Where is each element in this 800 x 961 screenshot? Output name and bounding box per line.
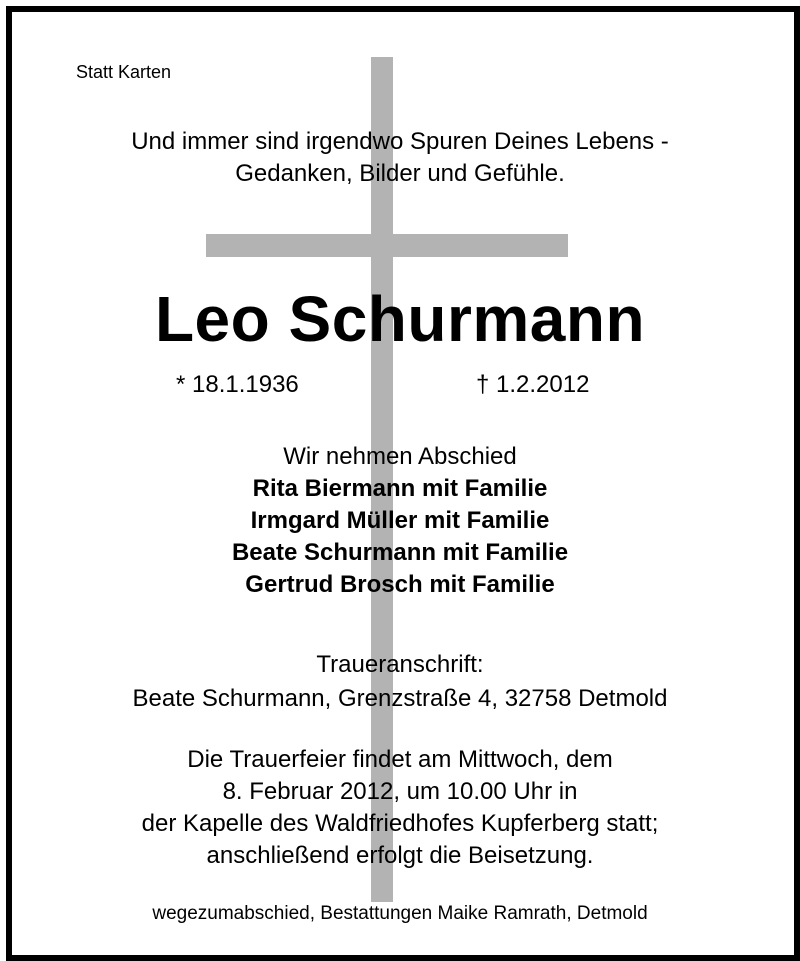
address-text: Beate Schurmann, Grenzstraße 4, 32758 Detmold bbox=[132, 685, 668, 712]
death-date: † 1.2.2012 bbox=[476, 371, 590, 398]
deceased-name: Leo Schurmann bbox=[154, 283, 646, 355]
mourner-2: Irmgard Müller mit Familie bbox=[250, 507, 550, 534]
ceremony-line-3: der Kapelle des Waldfriedhofes Kupferberg statt; bbox=[141, 810, 659, 837]
quote-line-2: Gedanken, Bilder und Gefühle. bbox=[235, 160, 565, 187]
funeral-home-footer: wegezumabschied, Bestattungen Maike Ramrath, Detmold bbox=[152, 903, 648, 924]
memorial-quote bbox=[0, 126, 800, 190]
ceremony-line-4: anschließend erfolgt die Beisetzung. bbox=[206, 842, 594, 869]
quote-line-1: Und immer sind irgendwo Spuren Deines Lebens - bbox=[131, 128, 669, 155]
ceremony-section bbox=[0, 744, 800, 872]
mourner-3: Beate Schurmann mit Familie bbox=[231, 539, 569, 566]
header-statt-karten: Statt Karten bbox=[76, 62, 172, 82]
ceremony-line-2: 8. Februar 2012, um 10.00 Uhr in bbox=[222, 778, 578, 805]
mourning-address-section bbox=[0, 648, 800, 716]
ceremony-line-1: Die Trauerfeier findet am Mittwoch, dem bbox=[187, 746, 613, 773]
farewell-intro: Wir nehmen Abschied bbox=[283, 443, 517, 470]
farewell-section bbox=[0, 441, 800, 601]
birth-date: * 18.1.1936 bbox=[176, 371, 299, 398]
mourner-1: Rita Biermann mit Familie bbox=[252, 475, 548, 502]
mourner-4: Gertrud Brosch mit Familie bbox=[245, 571, 555, 598]
cross-horizontal-bar bbox=[206, 234, 568, 257]
address-label: Traueranschrift: bbox=[316, 651, 484, 678]
